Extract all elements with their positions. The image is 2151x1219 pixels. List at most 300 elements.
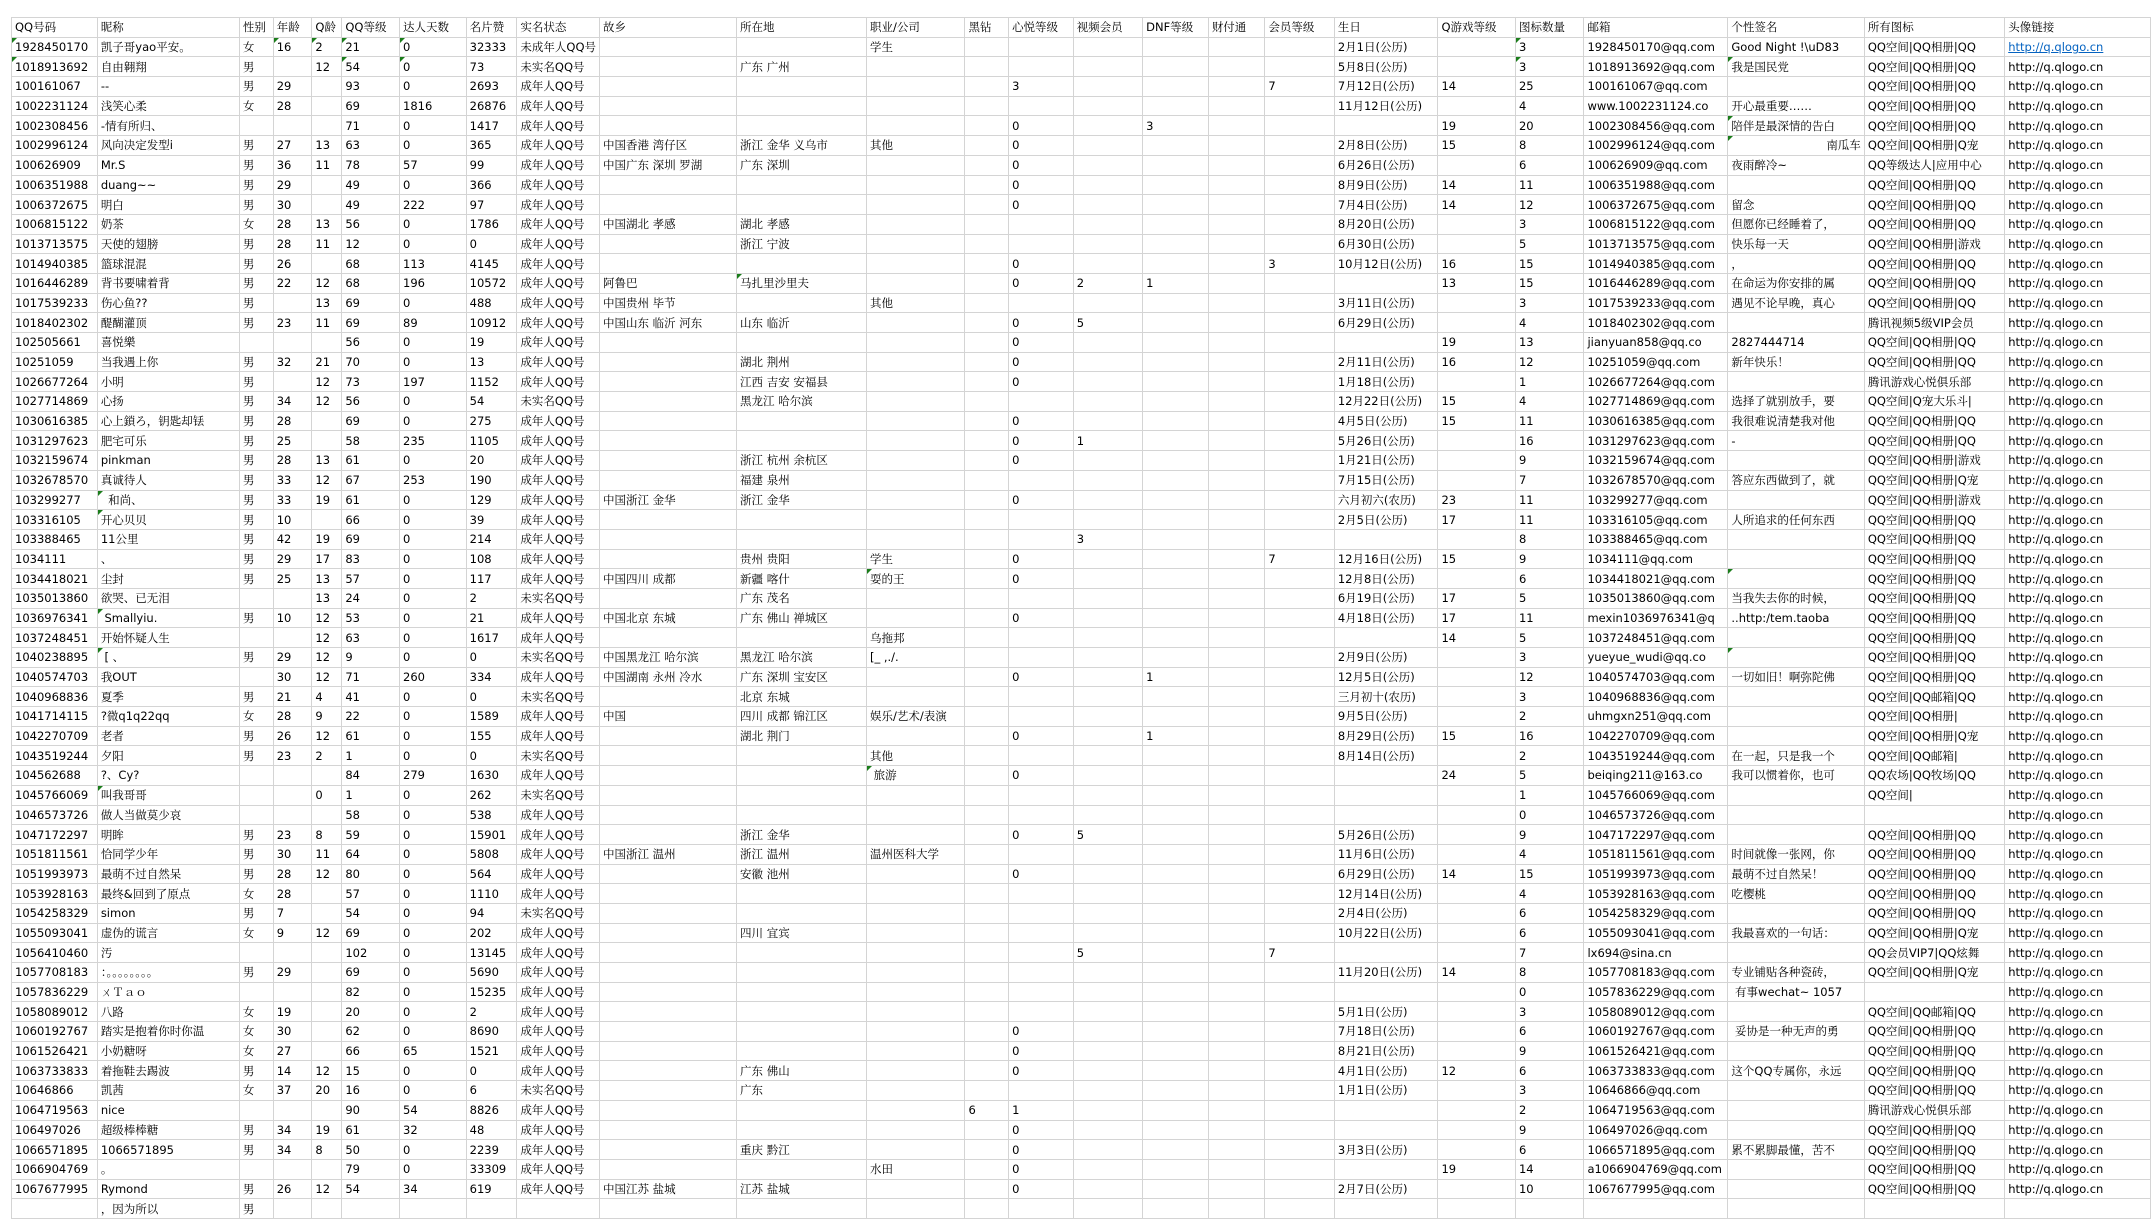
column-header-n[interactable]: 昵称 <box>97 18 239 38</box>
cell-e[interactable]: 100626909@qq.com <box>1584 155 1728 175</box>
cell-qg[interactable] <box>1438 1002 1516 1022</box>
cell-ai[interactable]: QQ空间|QQ相册|QQ <box>1864 1041 2004 1061</box>
cell-s[interactable]: 男 <box>239 529 273 549</box>
cell-e[interactable]: 1014940385@qq.com <box>1584 254 1728 274</box>
cell-dr[interactable]: 0 <box>400 392 467 412</box>
cell-qa[interactable]: 12 <box>312 392 342 412</box>
cell-r[interactable]: 成年人QQ号 <box>517 1022 600 1042</box>
cell-h[interactable] <box>600 923 737 943</box>
cell-q[interactable]: 1057836229 <box>12 982 98 1002</box>
cell-v[interactable] <box>1073 57 1142 77</box>
cell-d[interactable]: 1 <box>1143 726 1209 746</box>
cell-j[interactable] <box>866 195 965 215</box>
cell-a[interactable] <box>273 372 312 392</box>
cell-q[interactable]: 1013713575 <box>12 234 98 254</box>
cell-ic[interactable]: 13 <box>1515 333 1584 353</box>
cell-j[interactable]: 温州医科大学 <box>866 844 965 864</box>
cell-r[interactable]: 成年人QQ号 <box>517 254 600 274</box>
cell-sg[interactable]: 我可以惯着你，也可 <box>1728 766 1864 786</box>
cell-ic[interactable]: 10 <box>1515 1179 1584 1199</box>
cell-q[interactable]: 1002996124 <box>12 136 98 156</box>
cell-h[interactable] <box>600 392 737 412</box>
cell-l[interactable]: 浙江 金华 义乌市 <box>737 136 867 156</box>
cell-cf[interactable] <box>1208 785 1265 805</box>
cell-cf[interactable] <box>1208 569 1265 589</box>
cell-h[interactable] <box>600 1041 737 1061</box>
cell-n[interactable]: 奶茶 <box>97 214 239 234</box>
cell-h[interactable] <box>600 1159 737 1179</box>
cell-ic[interactable]: 7 <box>1515 943 1584 963</box>
cell-j[interactable] <box>866 254 965 274</box>
cell-z[interactable]: 1521 <box>466 1041 517 1061</box>
cell-e[interactable]: 1066571895@qq.com <box>1584 1140 1728 1160</box>
cell-av[interactable]: http://q.qlogo.cn <box>2005 628 2151 648</box>
cell-ql[interactable]: 61 <box>342 490 400 510</box>
cell-q[interactable]: 1060192767 <box>12 1022 98 1042</box>
cell-r[interactable]: 成年人QQ号 <box>517 1120 600 1140</box>
cell-r[interactable]: 成年人QQ号 <box>517 155 600 175</box>
cell-b[interactable]: 7月15日(公历) <box>1334 470 1438 490</box>
cell-s[interactable] <box>239 766 273 786</box>
cell-h[interactable] <box>600 195 737 215</box>
cell-l[interactable] <box>737 1022 867 1042</box>
cell-hz[interactable] <box>965 1002 1009 1022</box>
cell-a[interactable]: 30 <box>273 667 312 687</box>
cell-h[interactable]: 阿鲁巴 <box>600 273 737 293</box>
cell-b[interactable] <box>1334 766 1438 786</box>
cell-sg[interactable] <box>1728 648 1864 668</box>
cell-ql[interactable]: 90 <box>342 1100 400 1120</box>
cell-a[interactable]: 32 <box>273 352 312 372</box>
cell-dr[interactable] <box>400 1199 467 1219</box>
cell-l[interactable]: 福建 泉州 <box>737 470 867 490</box>
cell-ic[interactable]: 6 <box>1515 569 1584 589</box>
cell-xy[interactable]: 0 <box>1009 451 1074 471</box>
cell-sg[interactable]: 累不累脚最懂，苦不 <box>1728 1140 1864 1160</box>
cell-qg[interactable]: 24 <box>1438 766 1516 786</box>
cell-vip[interactable] <box>1265 1159 1334 1179</box>
cell-s[interactable]: 男 <box>239 726 273 746</box>
cell-qa[interactable]: 12 <box>312 273 342 293</box>
cell-n[interactable]: -情有所归、 <box>97 116 239 136</box>
cell-h[interactable] <box>600 77 737 97</box>
cell-dr[interactable]: 197 <box>400 372 467 392</box>
cell-ic[interactable]: 12 <box>1515 195 1584 215</box>
cell-d[interactable] <box>1143 1061 1209 1081</box>
cell-j[interactable] <box>866 214 965 234</box>
cell-n[interactable]: [ 、 <box>97 648 239 668</box>
cell-hz[interactable] <box>965 667 1009 687</box>
cell-n[interactable]: 醍醐灌顶 <box>97 313 239 333</box>
cell-hz[interactable] <box>965 628 1009 648</box>
cell-d[interactable] <box>1143 57 1209 77</box>
cell-qa[interactable]: 13 <box>312 136 342 156</box>
cell-qg[interactable] <box>1438 1100 1516 1120</box>
cell-z[interactable]: 21 <box>466 608 517 628</box>
cell-av[interactable]: http://q.qlogo.cn <box>2005 549 2151 569</box>
cell-q[interactable]: 1056410460 <box>12 943 98 963</box>
cell-v[interactable]: 3 <box>1073 529 1142 549</box>
cell-vip[interactable] <box>1265 431 1334 451</box>
cell-ic[interactable]: 4 <box>1515 392 1584 412</box>
cell-xy[interactable] <box>1009 687 1074 707</box>
cell-ic[interactable]: 3 <box>1515 1081 1584 1101</box>
cell-vip[interactable] <box>1265 667 1334 687</box>
cell-r[interactable]: 未实名QQ号 <box>517 903 600 923</box>
cell-e[interactable]: 1018913692@qq.com <box>1584 57 1728 77</box>
cell-av[interactable] <box>2005 37 2151 57</box>
cell-dr[interactable]: 0 <box>400 1022 467 1042</box>
cell-n[interactable]: 超级棒棒糖 <box>97 1120 239 1140</box>
cell-ic[interactable]: 16 <box>1515 726 1584 746</box>
cell-hz[interactable] <box>965 864 1009 884</box>
cell-e[interactable]: 10646866@qq.com <box>1584 1081 1728 1101</box>
cell-v[interactable] <box>1073 608 1142 628</box>
cell-qa[interactable]: 12 <box>312 628 342 648</box>
cell-v[interactable] <box>1073 1120 1142 1140</box>
cell-sg[interactable]: 最萌不过自然呆！ <box>1728 864 1864 884</box>
cell-e[interactable]: 1013713575@qq.com <box>1584 234 1728 254</box>
cell-vip[interactable] <box>1265 569 1334 589</box>
cell-ai[interactable]: QQ空间|QQ相册|QQ <box>1864 37 2004 57</box>
cell-b[interactable]: 2月8日(公历) <box>1334 136 1438 156</box>
cell-q[interactable]: 1018402302 <box>12 313 98 333</box>
cell-qg[interactable]: 17 <box>1438 588 1516 608</box>
cell-cf[interactable] <box>1208 470 1265 490</box>
cell-v[interactable] <box>1073 175 1142 195</box>
cell-z[interactable]: 0 <box>466 746 517 766</box>
cell-sg[interactable] <box>1728 707 1864 727</box>
cell-q[interactable]: 1058089012 <box>12 1002 98 1022</box>
cell-q[interactable]: 106497026 <box>12 1120 98 1140</box>
cell-q[interactable]: 1041714115 <box>12 707 98 727</box>
cell-hz[interactable] <box>965 884 1009 904</box>
cell-s[interactable]: 男 <box>239 1120 273 1140</box>
cell-cf[interactable] <box>1208 96 1265 116</box>
cell-j[interactable] <box>866 903 965 923</box>
cell-a[interactable]: 26 <box>273 254 312 274</box>
cell-a[interactable]: 29 <box>273 77 312 97</box>
cell-ql[interactable]: 68 <box>342 254 400 274</box>
cell-n[interactable]: 虚伪的谎言 <box>97 923 239 943</box>
cell-hz[interactable] <box>965 136 1009 156</box>
cell-dr[interactable]: 0 <box>400 903 467 923</box>
cell-dr[interactable]: 54 <box>400 1100 467 1120</box>
cell-sg[interactable]: 在命运为你安排的属 <box>1728 273 1864 293</box>
cell-qa[interactable]: 0 <box>312 785 342 805</box>
cell-j[interactable]: 乌拖邦 <box>866 628 965 648</box>
cell-dr[interactable]: 235 <box>400 431 467 451</box>
cell-q[interactable]: 1018913692 <box>12 57 98 77</box>
cell-d[interactable] <box>1143 1140 1209 1160</box>
cell-sg[interactable]: 开心最重要…… <box>1728 96 1864 116</box>
cell-n[interactable]: ?微q1q22qq <box>97 707 239 727</box>
cell-n[interactable]: 11公里 <box>97 529 239 549</box>
cell-z[interactable]: 365 <box>466 136 517 156</box>
cell-n[interactable]: 明白 <box>97 195 239 215</box>
cell-z[interactable]: 564 <box>466 864 517 884</box>
cell-hz[interactable] <box>965 963 1009 983</box>
cell-n[interactable]: 、 <box>97 549 239 569</box>
cell-cf[interactable] <box>1208 352 1265 372</box>
cell-sg[interactable] <box>1728 785 1864 805</box>
cell-sg[interactable] <box>1728 1120 1864 1140</box>
cell-a[interactable]: 28 <box>273 96 312 116</box>
cell-cf[interactable] <box>1208 746 1265 766</box>
cell-sg[interactable]: 专业铺贴各种瓷砖， <box>1728 963 1864 983</box>
cell-r[interactable]: 成年人QQ号 <box>517 569 600 589</box>
cell-b[interactable] <box>1334 1120 1438 1140</box>
cell-cf[interactable] <box>1208 943 1265 963</box>
cell-ai[interactable]: QQ空间|QQ相册|QQ <box>1864 608 2004 628</box>
cell-av[interactable]: http://q.qlogo.cn <box>2005 963 2151 983</box>
cell-hz[interactable] <box>965 77 1009 97</box>
cell-hz[interactable] <box>965 313 1009 333</box>
cell-a[interactable]: 9 <box>273 923 312 943</box>
cell-a[interactable]: 27 <box>273 136 312 156</box>
cell-h[interactable] <box>600 1199 737 1219</box>
cell-vip[interactable] <box>1265 1100 1334 1120</box>
cell-hz[interactable] <box>965 825 1009 845</box>
cell-hz[interactable] <box>965 490 1009 510</box>
cell-z[interactable]: 97 <box>466 195 517 215</box>
cell-l[interactable] <box>737 1120 867 1140</box>
cell-e[interactable]: 1032159674@qq.com <box>1584 451 1728 471</box>
cell-s[interactable]: 男 <box>239 1199 273 1219</box>
cell-sg[interactable]: 人所追求的任何东西 <box>1728 510 1864 530</box>
cell-xy[interactable]: 0 <box>1009 116 1074 136</box>
cell-cf[interactable] <box>1208 588 1265 608</box>
cell-qg[interactable] <box>1438 569 1516 589</box>
cell-s[interactable]: 男 <box>239 746 273 766</box>
cell-z[interactable]: 488 <box>466 293 517 313</box>
cell-hz[interactable] <box>965 1179 1009 1199</box>
cell-z[interactable]: 202 <box>466 923 517 943</box>
cell-r[interactable]: 成年人QQ号 <box>517 943 600 963</box>
cell-qg[interactable]: 19 <box>1438 116 1516 136</box>
cell-v[interactable] <box>1073 648 1142 668</box>
cell-v[interactable] <box>1073 903 1142 923</box>
cell-dr[interactable]: 0 <box>400 805 467 825</box>
cell-b[interactable]: 2月1日(公历) <box>1334 37 1438 57</box>
cell-l[interactable] <box>737 963 867 983</box>
cell-vip[interactable] <box>1265 963 1334 983</box>
cell-l[interactable] <box>737 1041 867 1061</box>
cell-qg[interactable] <box>1438 1081 1516 1101</box>
cell-sg[interactable]: 但愿你已经睡着了， <box>1728 214 1864 234</box>
cell-ql[interactable]: 61 <box>342 451 400 471</box>
cell-s[interactable]: 女 <box>239 1081 273 1101</box>
cell-q[interactable]: 1030616385 <box>12 411 98 431</box>
cell-r[interactable]: 成年人QQ号 <box>517 470 600 490</box>
cell-b[interactable]: 6月29日(公历) <box>1334 313 1438 333</box>
cell-n[interactable]: 八路 <box>97 1002 239 1022</box>
cell-ai[interactable] <box>1864 1199 2004 1219</box>
cell-e[interactable]: 1047172297@qq.com <box>1584 825 1728 845</box>
cell-qa[interactable]: 12 <box>312 57 342 77</box>
cell-vip[interactable] <box>1265 982 1334 1002</box>
cell-sg[interactable]: 时间就像一张网，你 <box>1728 844 1864 864</box>
cell-n[interactable]: 开始怀疑人生 <box>97 628 239 648</box>
cell-cf[interactable] <box>1208 805 1265 825</box>
cell-b[interactable]: 4月1日(公历) <box>1334 1061 1438 1081</box>
cell-ai[interactable]: QQ空间|QQ相册|QQ <box>1864 825 2004 845</box>
cell-ai[interactable]: QQ空间|QQ相册|QQ <box>1864 1022 2004 1042</box>
cell-qa[interactable] <box>312 333 342 353</box>
cell-b[interactable]: 12月22日(公历) <box>1334 392 1438 412</box>
cell-j[interactable]: 学生 <box>866 37 965 57</box>
cell-qg[interactable]: 16 <box>1438 352 1516 372</box>
cell-v[interactable] <box>1073 588 1142 608</box>
cell-r[interactable]: 成年人QQ号 <box>517 628 600 648</box>
cell-h[interactable] <box>600 825 737 845</box>
cell-ql[interactable]: 102 <box>342 943 400 963</box>
cell-qa[interactable] <box>312 766 342 786</box>
cell-ic[interactable]: 1 <box>1515 372 1584 392</box>
cell-qg[interactable] <box>1438 1120 1516 1140</box>
cell-j[interactable] <box>866 1179 965 1199</box>
column-header-av[interactable]: 头像链接 <box>2005 18 2151 38</box>
cell-l[interactable]: 广东 深圳 <box>737 155 867 175</box>
cell-l[interactable]: 广东 佛山 禅城区 <box>737 608 867 628</box>
cell-j[interactable]: 其他 <box>866 136 965 156</box>
cell-ai[interactable]: QQ空间|QQ相册|QQ <box>1864 1081 2004 1101</box>
cell-vip[interactable] <box>1265 136 1334 156</box>
cell-s[interactable] <box>239 805 273 825</box>
cell-s[interactable]: 男 <box>239 293 273 313</box>
cell-dr[interactable]: 113 <box>400 254 467 274</box>
cell-ic[interactable]: 8 <box>1515 529 1584 549</box>
cell-q[interactable]: 1026677264 <box>12 372 98 392</box>
cell-qa[interactable]: 12 <box>312 667 342 687</box>
cell-xy[interactable]: 0 <box>1009 273 1074 293</box>
cell-xy[interactable]: 1 <box>1009 1100 1074 1120</box>
cell-l[interactable] <box>737 628 867 648</box>
cell-qg[interactable] <box>1438 57 1516 77</box>
cell-d[interactable] <box>1143 155 1209 175</box>
cell-h[interactable] <box>600 628 737 648</box>
cell-n[interactable]: 做人当做莫少哀 <box>97 805 239 825</box>
cell-dr[interactable]: 0 <box>400 923 467 943</box>
cell-h[interactable] <box>600 352 737 372</box>
cell-qa[interactable] <box>312 805 342 825</box>
cell-vip[interactable] <box>1265 411 1334 431</box>
cell-e[interactable]: 103299277@qq.com <box>1584 490 1728 510</box>
cell-s[interactable]: 男 <box>239 1061 273 1081</box>
cell-a[interactable]: 22 <box>273 273 312 293</box>
cell-z[interactable]: 2 <box>466 588 517 608</box>
cell-r[interactable]: 成年人QQ号 <box>517 726 600 746</box>
cell-a[interactable]: 23 <box>273 313 312 333</box>
cell-b[interactable]: 2月11日(公历) <box>1334 352 1438 372</box>
cell-e[interactable]: 1026677264@qq.com <box>1584 372 1728 392</box>
cell-qa[interactable] <box>312 884 342 904</box>
cell-a[interactable]: 28 <box>273 234 312 254</box>
cell-hz[interactable] <box>965 943 1009 963</box>
cell-cf[interactable] <box>1208 333 1265 353</box>
cell-ic[interactable]: 6 <box>1515 155 1584 175</box>
avatar-link[interactable]: http://q.qlogo.cn <box>2008 40 2104 55</box>
cell-dr[interactable]: 0 <box>400 116 467 136</box>
cell-r[interactable]: 成年人QQ号 <box>517 116 600 136</box>
cell-ai[interactable]: 腾讯游戏心悦俱乐部 <box>1864 1100 2004 1120</box>
cell-hz[interactable] <box>965 766 1009 786</box>
cell-b[interactable] <box>1334 273 1438 293</box>
cell-ic[interactable]: 6 <box>1515 1061 1584 1081</box>
cell-a[interactable]: 26 <box>273 726 312 746</box>
cell-j[interactable] <box>866 825 965 845</box>
cell-xy[interactable] <box>1009 648 1074 668</box>
cell-hz[interactable] <box>965 903 1009 923</box>
cell-qg[interactable]: 13 <box>1438 273 1516 293</box>
cell-z[interactable]: 32333 <box>466 37 517 57</box>
cell-qg[interactable] <box>1438 805 1516 825</box>
cell-v[interactable] <box>1073 37 1142 57</box>
cell-j[interactable] <box>866 333 965 353</box>
cell-dr[interactable]: 32 <box>400 1120 467 1140</box>
cell-qg[interactable] <box>1438 1022 1516 1042</box>
cell-qa[interactable]: 11 <box>312 234 342 254</box>
cell-n[interactable]: Mr.S <box>97 155 239 175</box>
cell-l[interactable] <box>737 411 867 431</box>
cell-d[interactable] <box>1143 746 1209 766</box>
cell-v[interactable] <box>1073 96 1142 116</box>
cell-a[interactable]: 7 <box>273 903 312 923</box>
cell-ai[interactable]: QQ空间|QQ相册|QQ <box>1864 96 2004 116</box>
cell-n[interactable]: 着拖鞋去踢波 <box>97 1061 239 1081</box>
column-header-xy[interactable]: 心悦等级 <box>1009 18 1074 38</box>
cell-xy[interactable]: 0 <box>1009 608 1074 628</box>
cell-e[interactable]: 1031297623@qq.com <box>1584 431 1728 451</box>
cell-q[interactable]: 1016446289 <box>12 273 98 293</box>
cell-vip[interactable] <box>1265 175 1334 195</box>
cell-q[interactable]: 1047172297 <box>12 825 98 845</box>
cell-h[interactable] <box>600 805 737 825</box>
cell-cf[interactable] <box>1208 529 1265 549</box>
cell-dr[interactable]: 0 <box>400 1140 467 1160</box>
cell-a[interactable]: 29 <box>273 175 312 195</box>
cell-b[interactable]: 4月5日(公历) <box>1334 411 1438 431</box>
cell-z[interactable]: 2 <box>466 1002 517 1022</box>
cell-n[interactable]: ，因为所以 <box>97 1199 239 1219</box>
cell-cf[interactable] <box>1208 293 1265 313</box>
cell-e[interactable]: 100161067@qq.com <box>1584 77 1728 97</box>
cell-j[interactable] <box>866 963 965 983</box>
cell-r[interactable]: 成年人QQ号 <box>517 1002 600 1022</box>
cell-s[interactable] <box>239 116 273 136</box>
cell-n[interactable]: 喜悦樂 <box>97 333 239 353</box>
cell-xy[interactable]: 0 <box>1009 825 1074 845</box>
cell-j[interactable] <box>866 57 965 77</box>
cell-b[interactable]: 7月4日(公历) <box>1334 195 1438 215</box>
cell-cf[interactable] <box>1208 77 1265 97</box>
cell-a[interactable]: 27 <box>273 1041 312 1061</box>
cell-q[interactable]: 1036976341 <box>12 608 98 628</box>
cell-l[interactable] <box>737 805 867 825</box>
cell-av[interactable]: http://q.qlogo.cn <box>2005 884 2151 904</box>
cell-vip[interactable]: 7 <box>1265 943 1334 963</box>
cell-d[interactable] <box>1143 1002 1209 1022</box>
cell-j[interactable] <box>866 1081 965 1101</box>
cell-b[interactable]: 6月19日(公历) <box>1334 588 1438 608</box>
cell-a[interactable]: 14 <box>273 1061 312 1081</box>
cell-qa[interactable]: 8 <box>312 825 342 845</box>
cell-qg[interactable]: 15 <box>1438 726 1516 746</box>
cell-ic[interactable]: 0 <box>1515 805 1584 825</box>
cell-cf[interactable] <box>1208 175 1265 195</box>
cell-ic[interactable]: 7 <box>1515 470 1584 490</box>
cell-r[interactable]: 成年人QQ号 <box>517 805 600 825</box>
